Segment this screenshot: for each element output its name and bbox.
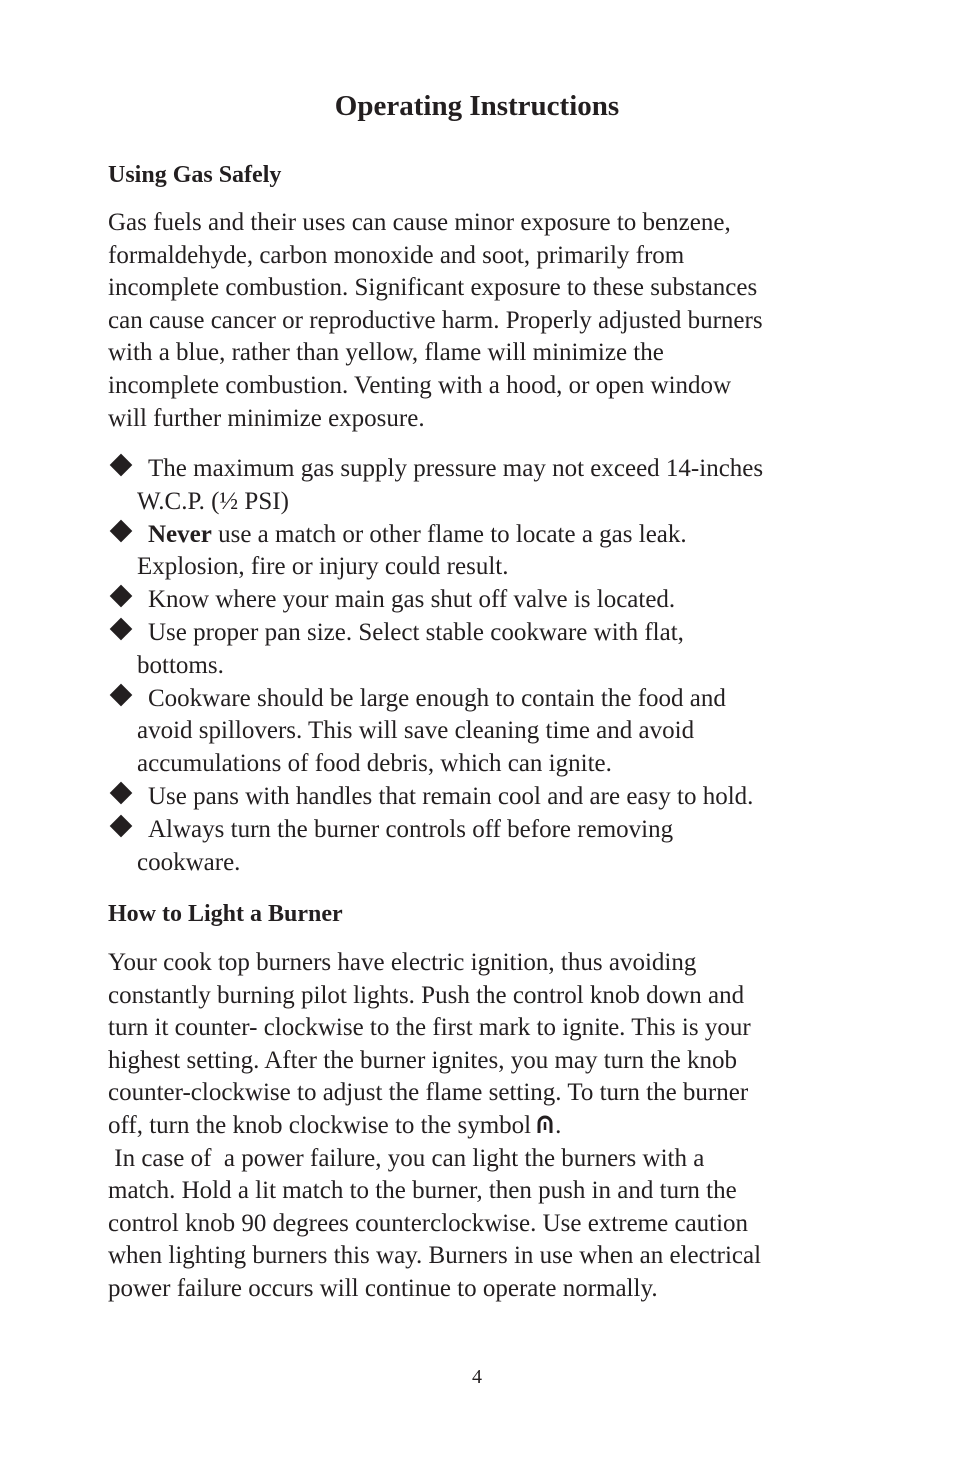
bullet-continuation: Explosion, fire or injury could result.	[137, 553, 509, 581]
bullet-text: use a match or other flame to locate a gas leak.	[211, 520, 687, 548]
safety-bullet-list	[108, 453, 853, 879]
paragraph-line: incomplete combustion. Significant exposure to these substances	[108, 274, 758, 302]
bullet-continuation: cookware.	[137, 848, 241, 876]
paragraph-line: turn it counter- clockwise to the first mark to ignite. This is your	[108, 1014, 751, 1042]
symbol-line-text: off, turn the knob clockwise to the symbol	[108, 1111, 532, 1139]
gas-safety-paragraph	[108, 207, 853, 435]
paragraph-line: power failure occurs will continue to operate normally.	[108, 1274, 658, 1302]
bullet-text: Know where your main gas shut off valve is located.	[148, 586, 676, 614]
paragraph-line: will further minimize exposure.	[108, 404, 425, 432]
bullet-text: The maximum gas supply pressure may not exceed 14-inches	[148, 455, 764, 482]
lighting-paragraph	[108, 947, 853, 1306]
paragraph-line: Gas fuels and their uses can cause minor exposure to benzene,	[108, 209, 731, 236]
diamond-bullet-icon	[110, 519, 133, 542]
bullet-text: Use pans with handles that remain cool and are easy to hold.	[148, 782, 754, 810]
diamond-bullet-icon	[110, 782, 133, 805]
bullet-continuation: avoid spillovers. This will save cleaning time and avoid	[137, 717, 695, 745]
bullet-item	[108, 584, 853, 617]
paragraph-line: constantly burning pilot lights. Push the control knob down and	[108, 981, 745, 1009]
paragraph-line: when lighting burners this way. Burners in use when an electrical	[108, 1242, 762, 1270]
bullet-emphasis: Never	[148, 520, 212, 548]
paragraph-line: highest setting. After the burner ignites, you may turn the knob	[108, 1046, 738, 1074]
paragraph-line: formaldehyde, carbon monoxide and soot, primarily from	[108, 241, 685, 269]
bullet-item	[108, 617, 853, 683]
paragraph-line: counter-clockwise to adjust the flame setting. To turn the burner	[108, 1079, 749, 1107]
bullet-continuation: W.C.P. (½ PSI)	[137, 487, 289, 515]
bullet-item	[108, 814, 853, 880]
paragraph-line: can cause cancer or reproductive harm. Properly adjusted burners	[108, 306, 763, 334]
section-heading-how-to-light-a-burner: How to Light a Burner	[108, 901, 343, 927]
bullet-item	[108, 519, 853, 585]
symbol-line-end: .	[555, 1111, 562, 1139]
paragraph-line: control knob 90 degrees counterclockwise. Use extreme caution	[108, 1209, 749, 1237]
diamond-bullet-icon	[110, 585, 133, 608]
bullet-item	[108, 683, 853, 781]
diamond-bullet-icon	[110, 618, 133, 641]
bullet-item	[108, 781, 853, 814]
page-title: Operating Instructions	[334, 90, 620, 122]
power-off-icon	[535, 1112, 555, 1145]
paragraph-line: with a blue, rather than yellow, flame will minimize the	[108, 339, 664, 367]
section-heading-using-gas-safely: Using Gas Safely	[108, 162, 282, 188]
diamond-bullet-icon	[110, 454, 133, 477]
bullet-text: Use proper pan size. Select stable cookware with flat,	[148, 618, 684, 646]
bullet-continuation: accumulations of food debris, which can ignite.	[137, 750, 612, 778]
bullet-continuation: bottoms.	[137, 651, 224, 679]
diamond-bullet-icon	[110, 814, 133, 837]
bullet-item	[108, 453, 853, 519]
paragraph-line: incomplete combustion. Venting with a hood, or open window	[108, 371, 732, 399]
paragraph-line: In case of a power failure, you can light the burners with a	[108, 1144, 705, 1172]
bullet-text: Cookware should be large enough to contain the food and	[148, 684, 726, 712]
paragraph-line: Your cook top burners have electric ignition, thus avoiding	[108, 949, 697, 976]
paragraph-line: match. Hold a lit match to the burner, then push in and turn the	[108, 1177, 737, 1205]
page-number: 4	[472, 1366, 482, 1388]
diamond-bullet-icon	[110, 683, 133, 706]
bullet-text: Always turn the burner controls off before removing	[148, 815, 674, 843]
paragraph-line-with-symbol	[108, 1110, 853, 1143]
